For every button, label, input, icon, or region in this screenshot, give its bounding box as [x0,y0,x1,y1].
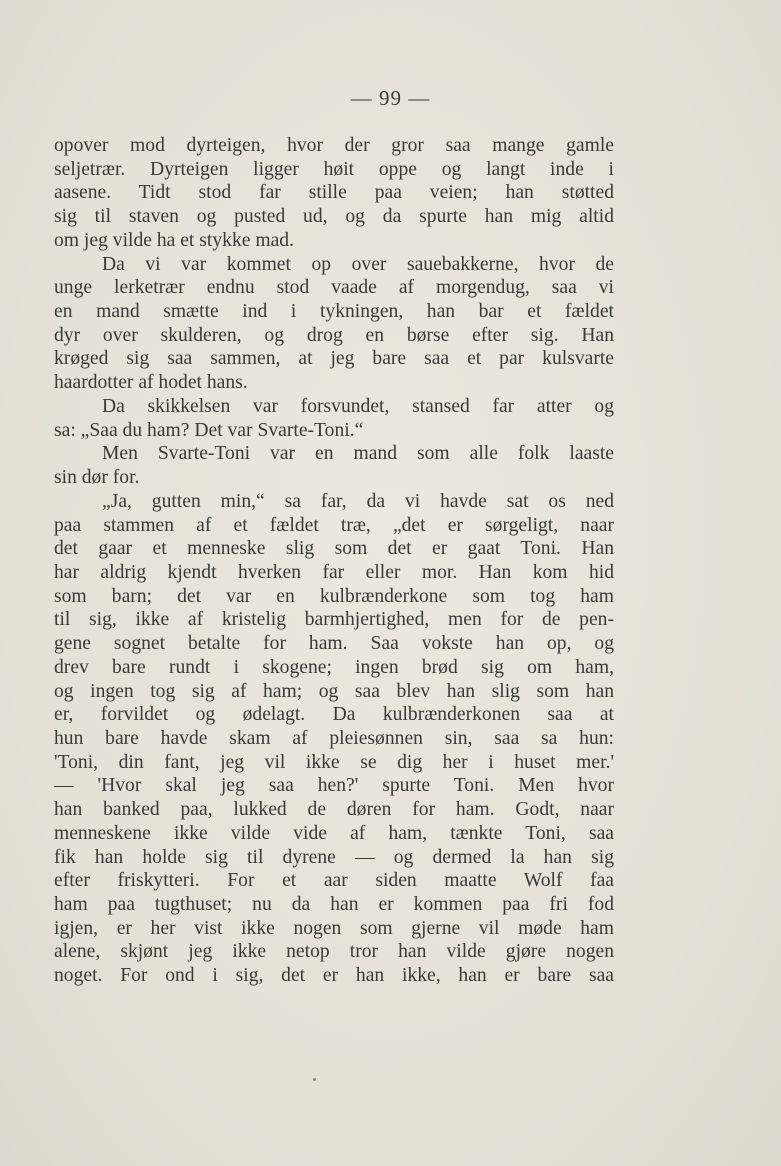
text-line: han banked paa, lukked de døren for ham. Godt, naar [54,799,614,821]
text-line: ham paa tugthuset; nu da han er kommen paa fri fod [54,894,614,915]
text-line: fik han holde sig til dyrene — og dermed la han sig [54,846,614,868]
text-line: gene sognet betalte for ham. Saa vokste han op, og [54,633,614,655]
text-line: alene, skjønt jeg ikke netop tror han vilde gjøre nogen [54,941,614,963]
text-line: om jeg vilde ha et stykke mad. [54,229,294,251]
text-line: en mand smætte ind i tykningen, han bar et fældet [54,301,614,323]
text-line: Men Svarte-Toni var en mand som alle folk laaste [102,443,614,465]
paper-speck [313,1078,316,1081]
text-line: som barn; det var en kulbrænderkone som tog ham [54,585,614,607]
text-line: opover mod dyrteigen, hvor der gror saa mange gamle [54,135,614,156]
text-line: til sig, ikke af kristelig barmhjertighed, men for de pen- [54,609,614,631]
text-line: og ingen tog sig af ham; og saa blev han slig som han [54,680,614,702]
text-line: dyr over skulderen, og drog en børse efter sig. Han [54,324,614,346]
text-line: menneskene ikke vilde vide af ham, tænkte Toni, saa [54,822,614,844]
text-line: har aldrig kjendt hverken far eller mor. Han kom hid [54,561,614,583]
text-line: sig til staven og pusted ud, og da spurte han mig altid [54,206,614,228]
page-number: — 99 — [350,86,431,110]
text-line: sin dør for. [54,467,140,489]
text-line: Da skikkelsen var forsvundet, stansed far atter og [102,395,614,417]
text-line: unge lerketrær endnu stod vaade af morgendug, saa vi [54,277,614,299]
text-line: igjen, er her vist ikke nogen som gjerne vil møde ham [54,917,614,939]
text-line: krøged sig saa sammen, at jeg bare saa et par kulsvarte [54,348,614,370]
text-line: drev bare rundt i skogene; ingen brød sig om ham, [54,656,614,678]
text-line: paa stammen af et fældet træ, „det er sørgeligt, naar [54,514,614,536]
text-line: seljetrær. Dyrteigen ligger høit oppe og langt inde i [54,158,614,180]
text-line: er, forvildet og ødelagt. Da kulbrænderkonen saa at [54,704,614,726]
text-line: haardotter af hodet hans. [54,372,248,394]
text-line: „Ja, gutten min,“ sa far, da vi havde sat os ned [102,490,614,512]
text-line: — 'Hvor skal jeg saa hen?' spurte Toni. Men hvor [54,775,614,797]
text-line: aasene. Tidt stod far stille paa veien; han støtted [54,182,614,204]
body-text [54,134,614,988]
text-line: det gaar et menneske slig som det er gaat Toni. Han [54,538,614,560]
text-line: efter friskytteri. For et aar siden maatte Wolf faa [54,870,614,892]
text-line: hun bare havde skam af pleiesønnen sin, saa sa hun: [54,727,614,749]
text-line: noget. For ond i sig, det er han ikke, han er bare saa [54,965,614,987]
text-line: Da vi var kommet op over sauebakkerne, hvor de [102,253,614,275]
text-line: sa: „Saa du ham? Det var Svarte-Toni.“ [54,419,364,441]
text-line: 'Toni, din fant, jeg vil ikke se dig her i huset mer.' [54,751,614,773]
